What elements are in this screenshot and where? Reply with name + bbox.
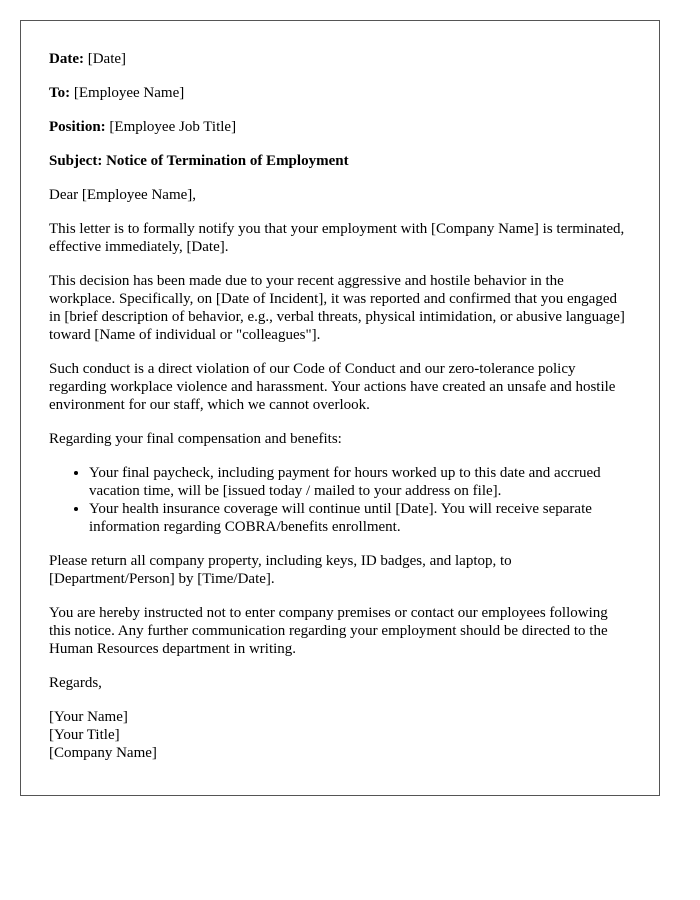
greeting: Dear [Employee Name], — [49, 187, 197, 203]
signature-company: [Company Name] — [49, 745, 157, 761]
position-label: Position: — [49, 119, 106, 135]
recipient-line — [49, 84, 631, 102]
signature-title: [Your Title] — [49, 727, 120, 743]
date-value: [Date] — [87, 51, 127, 67]
list-item: • Your final paycheck, including payment for hours worked up to this date and accrued vacation time, will be [issued today / mailed to your address on file]. — [89, 464, 631, 500]
paragraph-reason: This decision has been made due to your recent aggressive and hostile behavior in the workplace. Specifically, on [Date of Incident], it was reported and confirmed that you engaged in [brief description of behavior, e.g., verbal threats, physical intimidation, or abusive language] toward [Name of individual or "colleagues"]. — [49, 273, 625, 343]
date-line — [49, 50, 631, 68]
paragraph-notification: This letter is to formally notify you that your employment with [Company Name] is terminated, effective immediately, [Date]. — [49, 221, 625, 255]
paragraph-violation: Such conduct is a direct violation of our Code of Conduct and our zero-tolerance policy regarding workplace violence and harassment. Your actions have created an unsafe and hostile environment for our staff, which we cannot overlook. — [49, 361, 616, 413]
paragraph-instructions: You are hereby instructed not to enter company premises or contact our employees following this notice. Any further communication regarding your employment should be directed to the Human Resources department in writing. — [49, 605, 608, 657]
to-label: To: — [49, 85, 71, 101]
to-value: [Employee Name] — [73, 85, 185, 101]
list-item: • Your health insurance coverage will continue until [Date]. You will receive separate information regarding COBRA/benefits enrollment. — [89, 500, 631, 536]
signature-block — [49, 708, 631, 762]
termination-letter — [20, 20, 660, 796]
paragraph-return-property: Please return all company property, including keys, ID badges, and laptop, to [Department/Person] by [Time/Date]. — [49, 553, 512, 587]
closing: Regards, — [49, 675, 102, 691]
signature-name: [Your Name] — [49, 709, 128, 725]
paragraph-compensation-intro: Regarding your final compensation and benefits: — [49, 431, 342, 447]
date-label: Date: — [49, 51, 84, 67]
position-value: [Employee Job Title] — [109, 119, 237, 135]
position-line — [49, 118, 631, 136]
compensation-list — [49, 464, 631, 536]
subject-line: Subject: Notice of Termination of Employment — [49, 153, 349, 169]
